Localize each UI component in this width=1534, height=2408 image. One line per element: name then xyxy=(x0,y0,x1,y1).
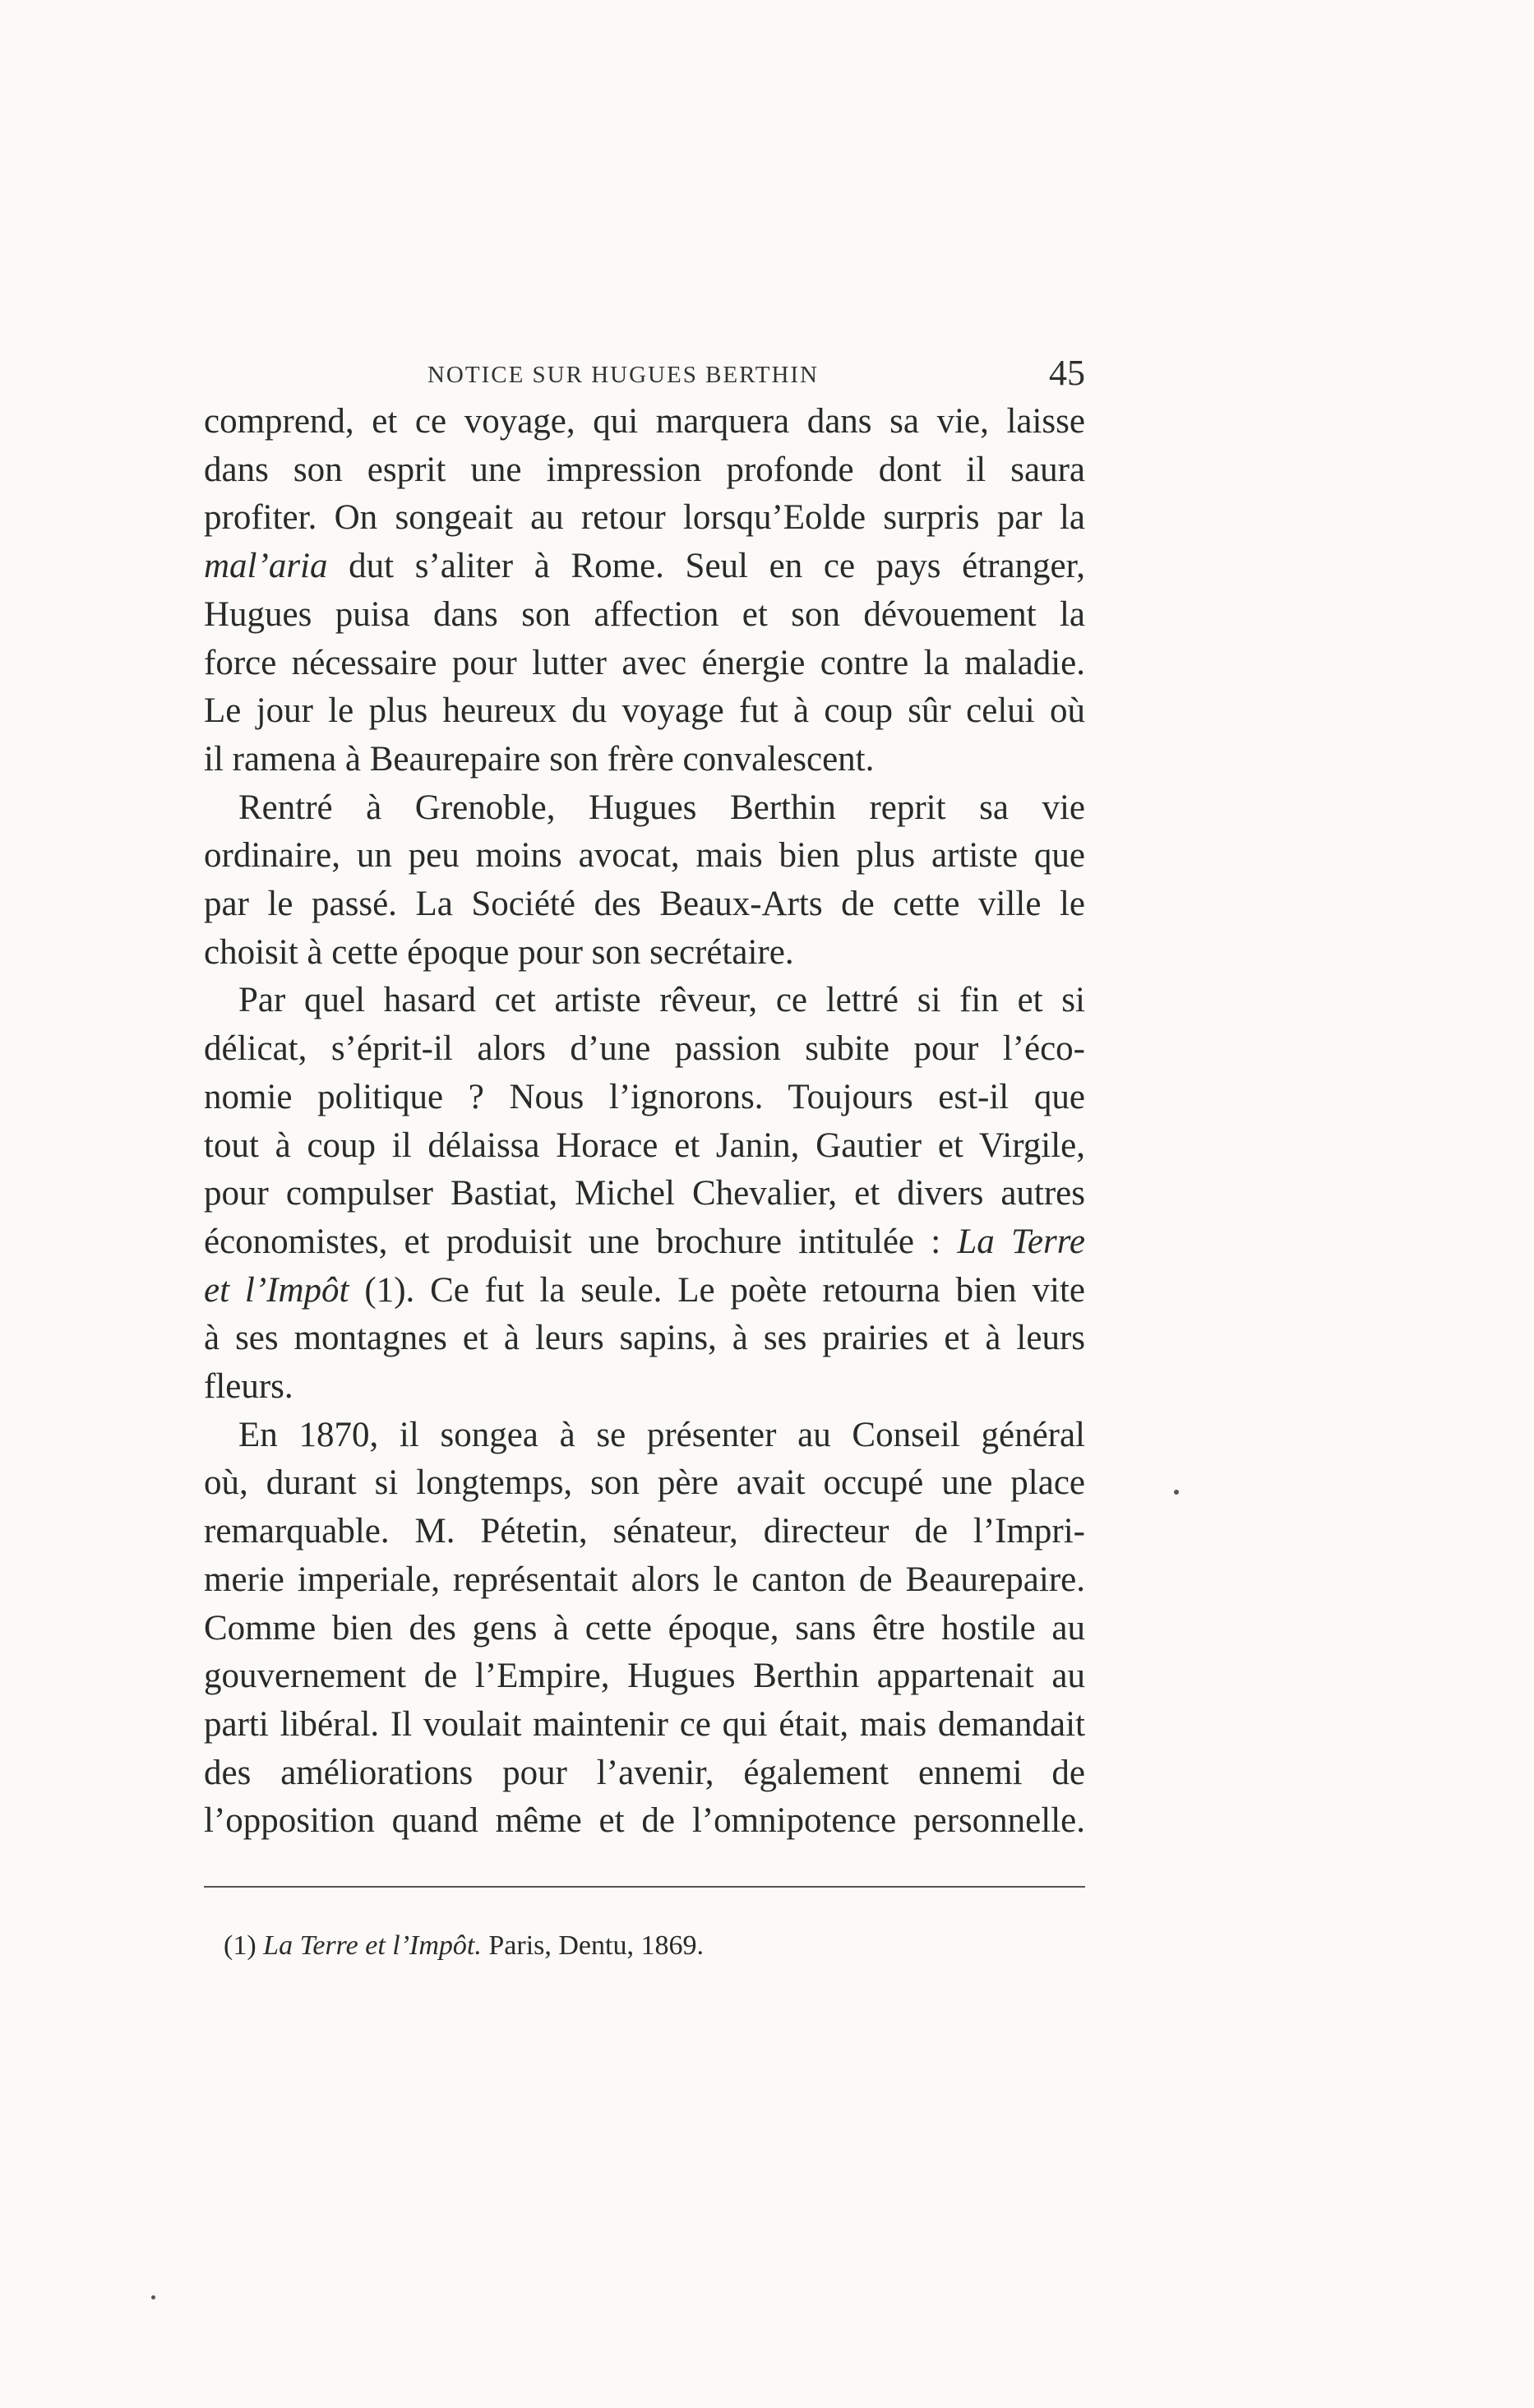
text-line: par le passé. La Société des Beaux-Arts de cette ville le xyxy=(204,885,1085,924)
footnote-rule xyxy=(204,1886,1085,1888)
text-line xyxy=(204,543,1085,591)
text-line: parti libéral. Il voulait maintenir ce qui était, mais demandait xyxy=(204,1704,1085,1744)
text-line: il ramena à Beaurepaire son frère convalescent. xyxy=(204,739,875,779)
text-line-start: économistes, et produisit une brochure intitulée : xyxy=(204,1222,958,1261)
footnote-title: La Terre et l’Impôt. xyxy=(263,1930,482,1961)
text-line: Hugues puisa dans son affection et son dévouement la xyxy=(204,594,1085,634)
text-line: gouvernement de l’Empire, Hugues Berthin appartenait au xyxy=(204,1657,1085,1696)
print-speck xyxy=(151,2295,155,2299)
text-line: profiter. On songeait au retour lorsqu’Eolde surpris par la xyxy=(204,498,1085,538)
text-line: l’opposition quand même et de l’omnipotence personnelle. xyxy=(204,1801,1085,1841)
paragraph-2 xyxy=(204,784,1085,978)
paragraph-4 xyxy=(204,1412,1085,1846)
italic-la-terre: La Terre xyxy=(957,1222,1085,1261)
text-line: fleurs. xyxy=(204,1367,293,1407)
text-line: ordinaire, un peu moins avocat, mais bien plus artiste que xyxy=(204,836,1085,876)
text-line: dans son esprit une impression profonde dont il saura xyxy=(204,450,1085,489)
text-line xyxy=(204,1218,1085,1267)
text-line: Par quel hasard cet artiste rêveur, ce lettré si fin et si xyxy=(238,981,1085,1020)
footnote-text: Paris, Dentu, 1869. xyxy=(488,1930,704,1961)
text-line: choisit à cette époque pour son secrétaire. xyxy=(204,932,794,972)
text-line: Le jour le plus heureux du voyage fut à coup sûr celui où xyxy=(204,691,1085,731)
running-head xyxy=(204,352,1085,401)
italic-malaria: mal’aria xyxy=(204,547,328,586)
text-line: remarquable. M. Pétetin, sénateur, directeur de l’Impri- xyxy=(204,1512,1085,1551)
text-line: tout à coup il délaissa Horace et Janin, Gautier et Virgile, xyxy=(204,1125,1085,1165)
text-line: Comme bien des gens à cette époque, sans être hostile au xyxy=(204,1608,1085,1648)
text-line: merie imperiale, représentait alors le canton de Beaurepaire. xyxy=(204,1560,1085,1599)
running-title: NOTICE SUR HUGUES BERTHIN xyxy=(427,362,819,388)
page-number: 45 xyxy=(1049,353,1085,393)
text-line: où, durant si longtemps, son père avait occupé une place xyxy=(204,1463,1085,1503)
footnote xyxy=(224,1928,1079,1964)
text-line: En 1870, il songea à se présenter au Conseil général xyxy=(238,1415,1085,1454)
footnote-marker: (1) xyxy=(224,1930,256,1961)
text-line: force nécessaire pour lutter avec énergie contre la maladie. xyxy=(204,643,1085,682)
text-line xyxy=(204,1267,1085,1315)
text-line: pour compulser Bastiat, Michel Chevalier, et divers autres xyxy=(204,1174,1085,1213)
paragraph-1 xyxy=(204,398,1085,784)
text-line: délicat, s’éprit-il alors d’une passion subite pour l’éco- xyxy=(204,1029,1085,1069)
text-line-rest: dut s’aliter à Rome. Seul en ce pays étranger, xyxy=(327,547,1085,586)
text-line: comprend, et ce voyage, qui marquera dans sa vie, laisse xyxy=(204,402,1085,441)
text-line-rest: (1). Ce fut la seule. Le poète retourna bien vite xyxy=(349,1270,1085,1310)
body-text xyxy=(204,398,1085,1846)
text-line: nomie politique ? Nous l’ignorons. Toujours est-il que xyxy=(204,1077,1085,1116)
italic-et-impot: et l’Impôt xyxy=(204,1270,349,1310)
text-line: des améliorations pour l’avenir, également ennemi de xyxy=(204,1753,1085,1792)
text-line: à ses montagnes et à leurs sapins, à ses prairies et à leurs xyxy=(204,1319,1085,1358)
print-speck xyxy=(1174,1490,1179,1495)
paragraph-3 xyxy=(204,977,1085,1411)
text-line: Rentré à Grenoble, Hugues Berthin reprit sa vie xyxy=(238,788,1085,827)
